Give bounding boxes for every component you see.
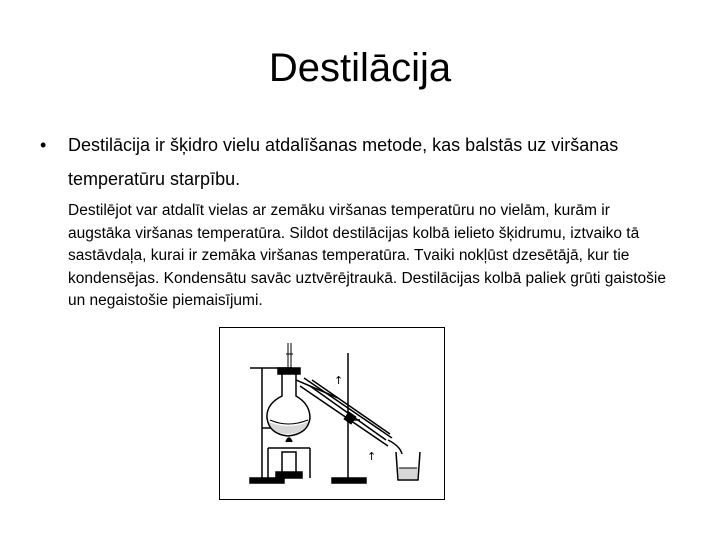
distillation-flask	[267, 368, 310, 436]
bullet-text: Destilācija ir šķidro vielu atdalīšanas metode, kas balstās uz viršanas temperatūru starpību.	[68, 135, 619, 189]
condenser	[300, 378, 392, 446]
bullet-item	[40, 128, 680, 196]
distillation-apparatus-figure	[219, 327, 445, 500]
bullet-marker: •	[40, 135, 47, 155]
water-out-arrow: ↑	[334, 374, 344, 387]
distillation-apparatus-drawing	[220, 328, 446, 501]
water-in-arrow: ↑	[367, 450, 377, 463]
slide-title: Destilācija	[268, 46, 452, 90]
body-paragraph: Destilējot var atdalīt vielas ar zemāku viršanas temperatūru no vielām, kurām ir augstāka viršanas temperatūra. Sildot destilācijas kolbā ielieto šķidrumu, iztvaiko tā sastāvdaļa, kurai ir zemāka viršanas temperatūra. Tvaiki nokļūst dzesētājā, kur tie kondensējas. Kondensātu savāc uztvērējtraukā. Destilācijas kolbā paliek grūti gaistošie un negaistošie piemaisījumi.	[68, 202, 666, 309]
adapter	[388, 440, 402, 454]
burner	[268, 438, 310, 478]
receiver-beaker	[396, 452, 420, 480]
